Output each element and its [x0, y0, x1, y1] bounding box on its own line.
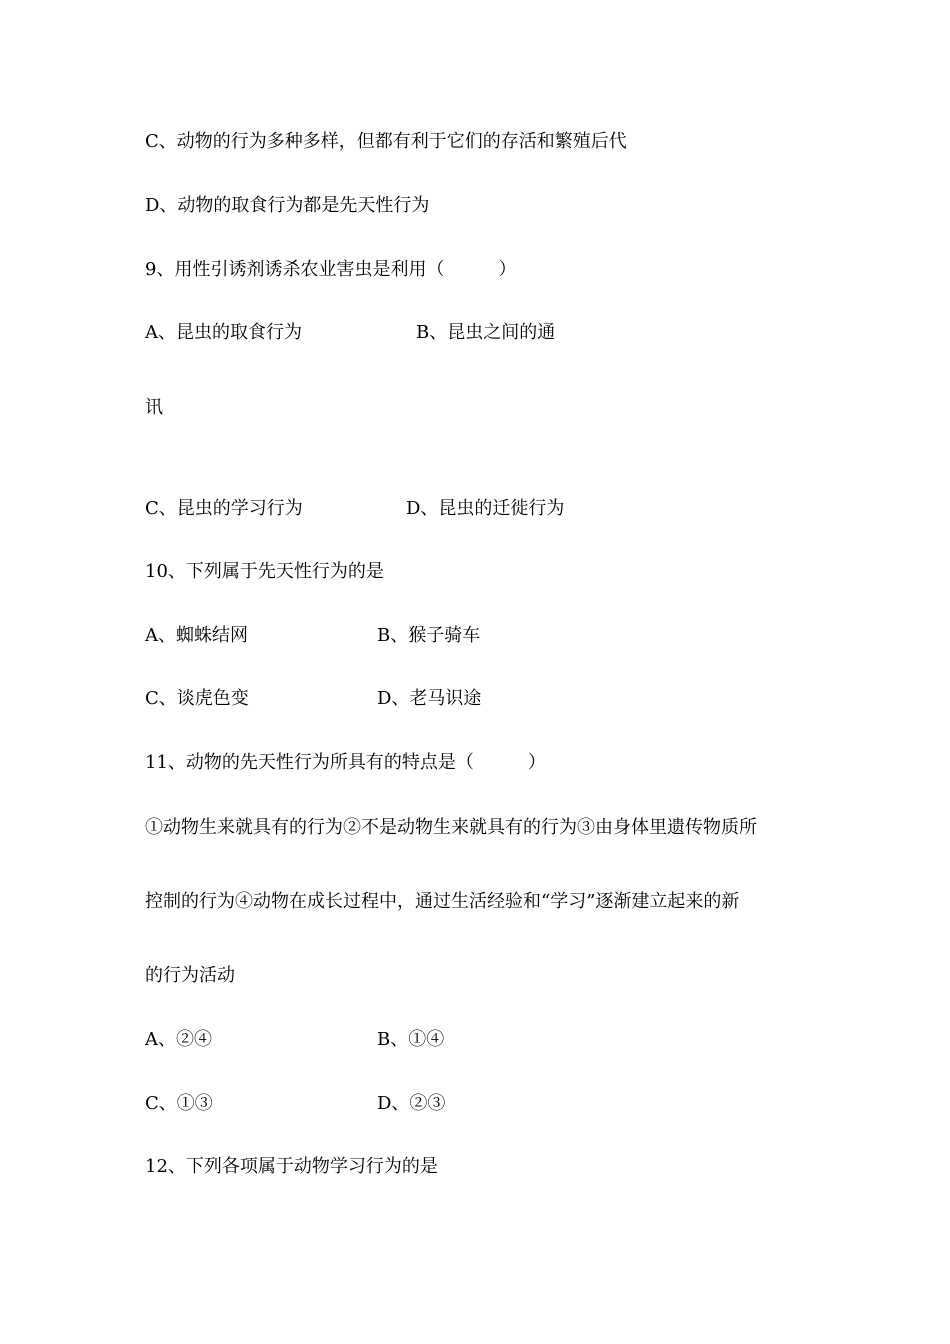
question-10-option-d: D、老马识途: [377, 688, 482, 709]
question-9-option-b: B、昆虫之间的通: [416, 322, 556, 343]
question-9-stem: 9、用性引诱剂诱杀农业害虫是利用（ ）: [145, 259, 517, 280]
question-9-option-b-continued: 讯: [145, 397, 163, 418]
question-11-option-a: A、②④: [145, 1029, 212, 1050]
question-10-stem: 10、下列属于先天性行为的是: [145, 561, 384, 582]
question-11-option-b: B、①④: [377, 1029, 445, 1050]
question-10-option-a: A、蜘蛛结网: [145, 625, 248, 646]
question-9-option-a: A、昆虫的取食行为: [145, 322, 302, 343]
question-11-statement-line-1: ①动物生来就具有的行为②不是动物生来就具有的行为③由身体里遗传物质所: [145, 817, 757, 838]
question-11-statement-line-3: 的行为活动: [145, 965, 235, 986]
question-10-option-b: B、猴子骑车: [377, 625, 481, 646]
question-8-option-c: C、动物的行为多种多样，但都有利于它们的存活和繁殖后代: [145, 131, 627, 152]
question-9-option-d: D、昆虫的迁徙行为: [406, 498, 565, 519]
question-11-option-c: C、①③: [145, 1093, 213, 1114]
question-8-option-d: D、动物的取食行为都是先天性行为: [145, 195, 430, 216]
question-10-option-c: C、谈虎色变: [145, 688, 249, 709]
question-9-option-c: C、昆虫的学习行为: [145, 498, 303, 519]
question-11-statement-line-2: 控制的行为④动物在成长过程中，通过生活经验和“学习”逐渐建立起来的新: [145, 891, 740, 912]
question-12-stem: 12、下列各项属于动物学习行为的是: [145, 1156, 438, 1177]
question-11-stem: 11、动物的先天性行为所具有的特点是（ ）: [145, 752, 546, 773]
question-11-option-d: D、②③: [377, 1093, 446, 1114]
